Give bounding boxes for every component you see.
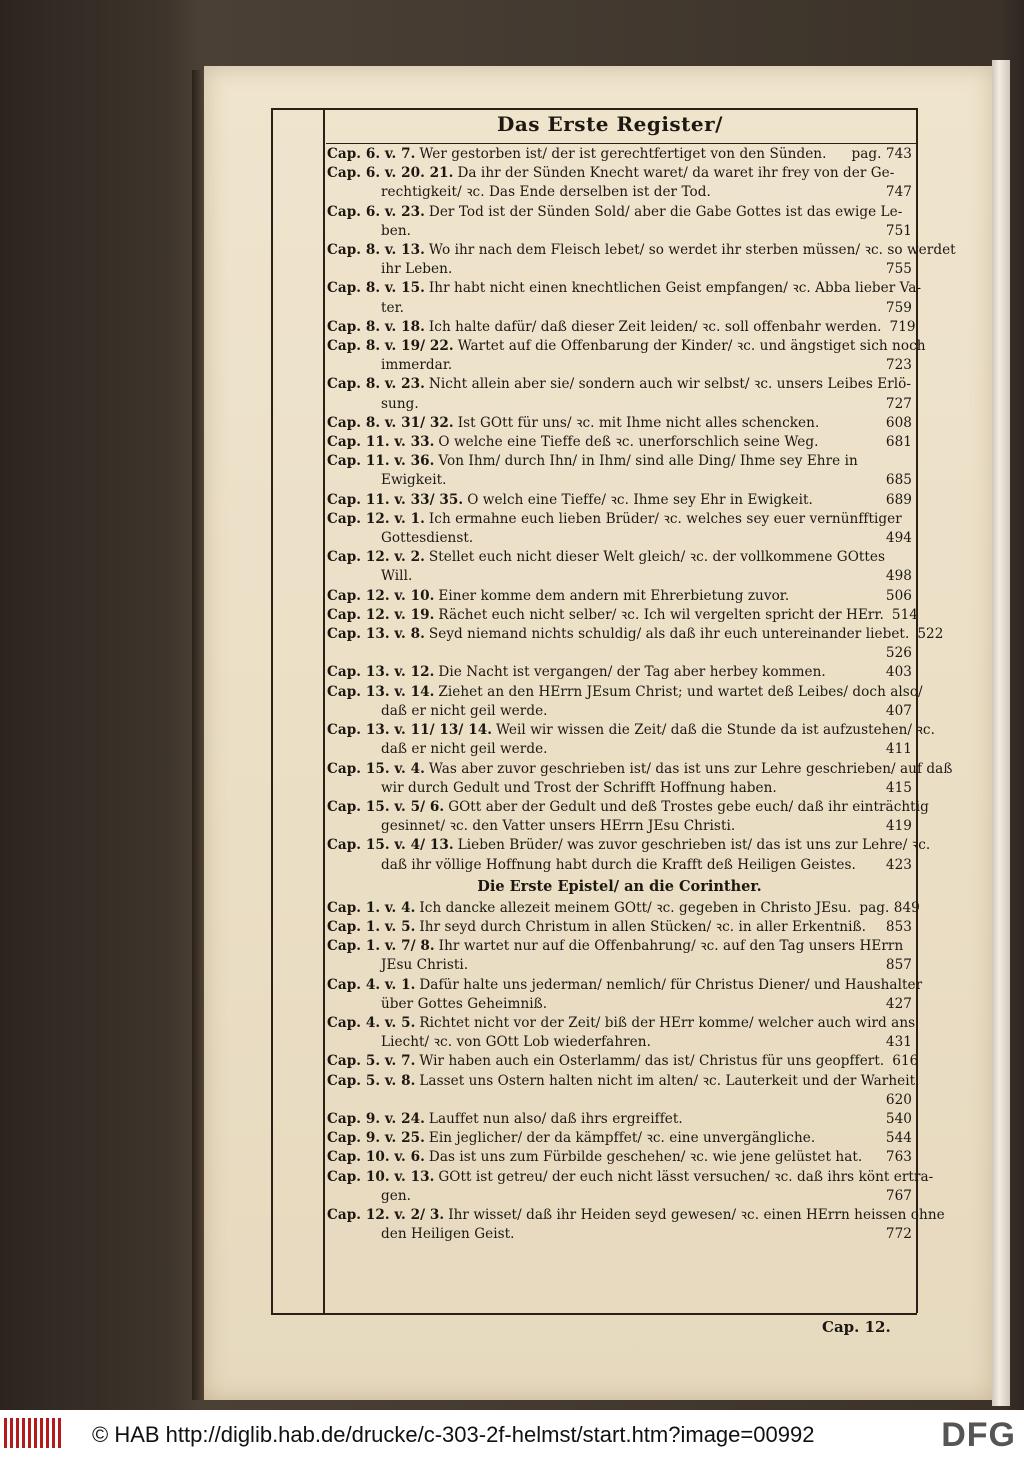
- entry-reference: Cap. 8. v. 23.: [327, 376, 425, 393]
- entry-line: [327, 1014, 916, 1033]
- entry-continuation-line: [327, 299, 912, 318]
- entry-text: Wer gestorben ist/ der ist gerechtfertiget von den Sünden.: [419, 146, 827, 162]
- entry-text: Weil wir wissen die Zeit/ daß die Stunde da ist aufzustehen/ ꝛc.: [496, 722, 935, 739]
- entry-continuation: ihr Leben.: [381, 261, 453, 278]
- entry-line: [327, 683, 923, 702]
- register-entry: [327, 1206, 945, 1244]
- entry-page: 526: [885, 645, 912, 662]
- entry-line: [327, 241, 956, 260]
- entry-body: [327, 1052, 884, 1071]
- page-title: Das Erste Register/: [497, 112, 723, 136]
- register-entry: [327, 510, 912, 548]
- entry-text: Ihr habt nicht einen knechtlichen Geist empfangen/ ꝛc. Abba lieber Va-: [428, 280, 922, 297]
- entry-continuation: immerdar.: [381, 357, 453, 374]
- entry-line: [327, 976, 923, 995]
- entry-page: 419: [885, 818, 912, 835]
- entry-reference: Cap. 11. v. 33/ 35.: [327, 491, 464, 508]
- register-entry: [327, 452, 912, 490]
- entry-reference: Cap. 12. v. 2/ 3.: [327, 1206, 445, 1223]
- entry-body: [327, 548, 885, 567]
- register-entry: [327, 164, 912, 202]
- entry-reference: Cap. 8. v. 31/ 32.: [327, 414, 454, 431]
- register-entry: [327, 683, 923, 721]
- entry-body: [327, 836, 930, 855]
- entry-text: Ich halte dafür/ daß dieser Zeit leiden/ ꝛc. soll offenbahr werden.: [428, 318, 882, 335]
- register-entry: [327, 798, 929, 836]
- entry-body: [327, 164, 894, 183]
- entry-reference: Cap. 6. v. 20. 21.: [327, 165, 454, 182]
- entry-text: Ihr wisset/ daß ihr Heiden seyd gewesen/ ꝛc. einen HErrn heissen ohne: [448, 1206, 945, 1223]
- hab-logo-icon: [4, 1418, 61, 1448]
- entry-text: Das ist uns zum Fürbilde geschehen/ ꝛc. wie jene gelüstet hat.: [428, 1149, 863, 1166]
- entry-continuation-line: [327, 740, 912, 759]
- entry-page: 751: [885, 222, 912, 239]
- entry-body: [327, 337, 926, 356]
- entry-continuation: daß ihr völlige Hoffnung habt durch die Krafft deß Heiligen Geistes.: [381, 856, 856, 873]
- entry-text: Seyd niemand nichts schuldig/ als daß ihr euch untereinander liebet.: [428, 626, 910, 643]
- entry-page: 853: [885, 918, 912, 935]
- entry-page: 616: [892, 1053, 919, 1070]
- register-entry: [327, 433, 912, 452]
- entry-continuation-line: [327, 995, 912, 1014]
- register-entry: [327, 491, 912, 510]
- entry-reference: Cap. 11. v. 33.: [327, 434, 435, 451]
- entry-continuation-line: [327, 856, 912, 875]
- entry-text: Rächet euch nicht selber/ ꝛc. Ich wil vergelten spricht der HErr.: [438, 606, 884, 623]
- entry-continuation-line: [327, 956, 912, 975]
- entry-continuation: JEsu Christi.: [381, 957, 469, 974]
- frame-line-outer: [271, 108, 273, 1313]
- entry-line: [327, 1168, 934, 1187]
- entry-page: 681: [885, 434, 912, 451]
- entry-continuation: daß er nicht geil werde.: [381, 702, 548, 719]
- entry-reference: Cap. 8. v. 18.: [327, 318, 425, 335]
- entry-text: Dafür halte uns jederman/ nemlich/ für Christus Diener/ und Haushalter: [419, 976, 923, 993]
- register-entry: [327, 606, 919, 625]
- entry-reference: Cap. 8. v. 13.: [327, 242, 425, 259]
- entry-line: [327, 798, 929, 817]
- entry-page: pag. 849: [859, 899, 920, 916]
- entry-page: 411: [885, 741, 912, 758]
- entry-body: [327, 491, 813, 510]
- register-entry: [327, 279, 922, 317]
- register-entry: [327, 899, 920, 918]
- entry-continuation: Ewigkeit.: [381, 472, 447, 489]
- entry-reference: Cap. 5. v. 7.: [327, 1053, 416, 1070]
- register-entry: [327, 1168, 934, 1206]
- entry-body: [327, 683, 923, 702]
- entry-page: 689: [885, 491, 912, 508]
- entry-line: [327, 1110, 912, 1129]
- entry-continuation-line: [327, 222, 912, 241]
- entry-text: Richtet nicht vor der Zeit/ biß der HErr komme/ welcher auch wird ans: [419, 1014, 916, 1031]
- entry-continuation: daß er nicht geil werde.: [381, 741, 548, 758]
- entry-body: [327, 279, 921, 298]
- source-url[interactable]: © HAB http://diglib.hab.de/drucke/c-303-2f-helmst/start.htm?image=00992: [92, 1422, 815, 1447]
- entry-line: [327, 510, 912, 529]
- entry-page: 763: [885, 1149, 912, 1166]
- entry-continuation: Will.: [381, 568, 413, 585]
- entry-page: 747: [885, 184, 912, 201]
- header-rule: [326, 143, 917, 144]
- entry-continuation-line: [327, 1225, 912, 1244]
- entry-page: 759: [885, 299, 912, 316]
- entry-text: Ziehet an den HErrn JEsum Christ; und wartet deß Leibes/ doch also/: [438, 683, 923, 700]
- register-entry: [327, 721, 935, 759]
- entry-text: Was aber zuvor geschrieben ist/ das ist uns zur Lehre geschrieben/ auf daß: [428, 760, 953, 777]
- entry-body: [327, 452, 858, 471]
- entry-body: [327, 587, 789, 606]
- register-entry: [327, 918, 912, 937]
- entry-reference: Cap. 15. v. 4/ 13.: [327, 837, 454, 854]
- entry-continuation-line: [327, 471, 912, 490]
- entry-page: 423: [885, 856, 912, 873]
- entry-line: [327, 337, 926, 356]
- entry-reference: Cap. 9. v. 24.: [327, 1110, 425, 1127]
- entry-body: [327, 1072, 920, 1091]
- register-entry: [327, 587, 912, 606]
- entry-reference: Cap. 8. v. 19/ 22.: [327, 338, 454, 355]
- entry-page: 514: [891, 606, 919, 623]
- entry-reference: Cap. 13. v. 8.: [327, 626, 425, 643]
- entry-line: [327, 1072, 920, 1091]
- entry-body: [327, 937, 903, 956]
- entry-text: Ihr seyd durch Christum in allen Stücken/ ꝛc. in aller Erkentniß.: [419, 918, 866, 935]
- entry-continuation: rechtigkeit/ ꝛc. Das Ende derselben ist der Tod.: [381, 184, 711, 201]
- entry-body: [327, 510, 902, 529]
- entry-line: [327, 279, 922, 298]
- entry-text: Ist GOtt für uns/ ꝛc. mit Ihme nicht alles schencken.: [457, 414, 820, 431]
- entry-body: [327, 145, 826, 164]
- entry-body: [327, 606, 884, 625]
- register-entry: [327, 976, 923, 1014]
- entry-text: Stellet euch nicht dieser Welt gleich/ ꝛc. der vollkommene GOttes: [428, 549, 886, 566]
- entry-line: [327, 145, 912, 164]
- entry-line: [327, 1206, 945, 1225]
- entry-continuation: den Heiligen Geist.: [381, 1226, 515, 1243]
- entry-reference: Cap. 8. v. 15.: [327, 280, 425, 297]
- entry-continuation-line: [327, 183, 912, 202]
- entry-body: [327, 798, 929, 817]
- frame-line-inner: [323, 108, 325, 1313]
- entry-text: Einer komme dem andern mit Ehrerbietung zuvor.: [438, 587, 790, 604]
- register-entry: [327, 1014, 916, 1052]
- register-entry: [327, 1129, 912, 1148]
- entry-page: 727: [885, 395, 912, 412]
- entry-page: 506: [885, 587, 912, 604]
- entry-continuation-line: [327, 1033, 912, 1052]
- entry-text: Ich dancke allezeit meinem GOtt/ ꝛc. gegeben in Christo JEsu.: [419, 899, 852, 916]
- entry-continuation: sung.: [381, 395, 419, 412]
- entry-page: 494: [885, 530, 912, 547]
- entry-text: GOtt aber der Gedult und deß Trostes gebe euch/ daß ihr einträchtig: [448, 798, 929, 815]
- entry-reference: Cap. 13. v. 12.: [327, 664, 435, 681]
- entry-line: [327, 375, 912, 394]
- entry-continuation-line: [327, 1187, 912, 1206]
- register-entry: [327, 1148, 912, 1167]
- entry-page: 608: [885, 414, 912, 431]
- entry-text: GOtt ist getreu/ der euch nicht lässt versuchen/ ꝛc. daß ihrs könt ertra-: [438, 1168, 934, 1185]
- entry-body: [327, 1168, 933, 1187]
- entry-line: [327, 548, 912, 567]
- entry-text: Da ihr der Sünden Knecht waret/ da waret ihr frey von der Ge-: [457, 165, 895, 182]
- entry-reference: Cap. 10. v. 6.: [327, 1149, 425, 1166]
- register-entry: [327, 318, 916, 337]
- entry-line: [327, 918, 912, 937]
- entry-line: [327, 1148, 912, 1167]
- entry-text: Die Nacht ist vergangen/ der Tag aber herbey kommen.: [438, 664, 826, 681]
- entry-line: [327, 625, 944, 644]
- register-entry: [327, 937, 912, 975]
- catchword: Cap. 12.: [822, 1318, 891, 1336]
- register-entry: [327, 1072, 920, 1110]
- entry-body: [327, 663, 826, 682]
- register-entry: [327, 836, 931, 874]
- entry-continuation: Gottesdienst.: [381, 530, 474, 547]
- entry-reference: Cap. 15. v. 5/ 6.: [327, 798, 445, 815]
- entry-continuation: über Gottes Geheimniß.: [381, 995, 548, 1012]
- entry-continuation: ben.: [381, 222, 412, 239]
- entry-body: [327, 1110, 683, 1129]
- entry-reference: Cap. 4. v. 1.: [327, 976, 416, 993]
- register-entry: [327, 1052, 919, 1071]
- entry-text: Ihr wartet nur auf die Offenbahrung/ ꝛc. auf den Tag unsers HErrn: [438, 938, 904, 955]
- entry-reference: Cap. 13. v. 11/ 13/ 14.: [327, 722, 493, 739]
- entry-text: Wir haben auch ein Osterlamm/ das ist/ Christus für uns geopffert.: [419, 1053, 885, 1070]
- entry-text: Lasset uns Ostern halten nicht im alten/ ꝛc. Lauterkeit und der Warheit.: [419, 1072, 920, 1089]
- entry-body: [327, 1014, 915, 1033]
- entry-line: [327, 491, 912, 510]
- entry-body: [327, 203, 902, 222]
- entry-reference: Cap. 5. v. 8.: [327, 1072, 416, 1089]
- register-entry: [327, 145, 912, 164]
- entry-continuation-line: [327, 356, 912, 375]
- entry-body: [327, 318, 882, 337]
- entry-continuation-line: [327, 702, 912, 721]
- entry-page: 403: [885, 664, 912, 681]
- entry-reference: Cap. 13. v. 14.: [327, 683, 435, 700]
- entry-body: [327, 241, 956, 260]
- register-entry: [327, 625, 944, 663]
- entry-line: [327, 1129, 912, 1148]
- entry-reference: Cap. 1. v. 4.: [327, 899, 416, 916]
- entry-continuation-line: [327, 779, 912, 798]
- register-entry: [327, 414, 912, 433]
- entry-text: O welche eine Tieffe deß ꝛc. unerforschlich seine Weg.: [438, 434, 819, 451]
- entry-text: Der Tod ist der Sünden Sold/ aber die Gabe Gottes ist das ewige Le-: [428, 203, 903, 220]
- entry-continuation: gesinnet/ ꝛc. den Vatter unsers HErrn JEsu Christi.: [381, 818, 736, 835]
- entry-reference: Cap. 10. v. 13.: [327, 1168, 435, 1185]
- entry-page: 427: [885, 995, 912, 1012]
- entry-reference: Cap. 4. v. 5.: [327, 1014, 416, 1031]
- section-heading: Die Erste Epistel/ an die Corinther.: [477, 877, 762, 895]
- entry-line: [327, 318, 916, 337]
- entry-line: [327, 721, 935, 740]
- entry-reference: Cap. 12. v. 10.: [327, 587, 435, 604]
- entry-reference: Cap. 9. v. 25.: [327, 1130, 425, 1147]
- entry-line: [327, 760, 953, 779]
- entry-continuation-line: [327, 567, 912, 586]
- entry-line: [327, 937, 912, 956]
- entry-line: [327, 899, 920, 918]
- entry-continuation: ter.: [381, 299, 405, 316]
- entry-text: Von Ihm/ durch Ihn/ in Ihm/ sind alle Ding/ Ihme sey Ehre in: [438, 453, 858, 470]
- entry-continuation-line: [327, 817, 912, 836]
- entry-page: 431: [885, 1034, 912, 1051]
- entry-page: 540: [885, 1110, 912, 1127]
- entry-body: [327, 414, 819, 433]
- entry-text: O welch eine Tieffe/ ꝛc. Ihme sey Ehr in Ewigkeit.: [467, 491, 813, 508]
- register-entry: [327, 375, 912, 413]
- dfg-logo: DFG: [941, 1416, 1016, 1454]
- entry-line: [327, 203, 912, 222]
- register-entry: [327, 548, 912, 586]
- footer-bar: [0, 1410, 1024, 1458]
- entry-page: 685: [885, 472, 912, 489]
- entry-page: 857: [885, 957, 912, 974]
- entry-line: [327, 452, 912, 471]
- entry-line: [327, 836, 931, 855]
- entry-continuation: gen.: [381, 1187, 412, 1204]
- entry-continuation-line: [327, 1091, 912, 1110]
- entry-text: Nicht allein aber sie/ sondern auch wir selbst/ ꝛc. unsers Leibes Erlö-: [428, 376, 912, 393]
- entry-body: [327, 760, 952, 779]
- entry-line: [327, 164, 912, 183]
- register-entries: [327, 145, 956, 1244]
- entry-page: 772: [885, 1226, 912, 1243]
- entry-line: [327, 587, 912, 606]
- entry-text: Wo ihr nach dem Fleisch lebet/ so werdet ihr sterben müssen/ ꝛc. so werdet: [428, 242, 956, 259]
- entry-line: [327, 414, 912, 433]
- register-entry: [327, 203, 912, 241]
- entry-reference: Cap. 6. v. 23.: [327, 203, 425, 220]
- entry-page: pag. 743: [851, 146, 912, 162]
- entry-page: 522: [917, 626, 944, 643]
- register-entry: [327, 1110, 912, 1129]
- entry-line: [327, 433, 912, 452]
- entry-text: Wartet auf die Offenbarung der Kinder/ ꝛc. und ängstiget sich noch: [457, 338, 926, 355]
- entry-body: [327, 1129, 815, 1148]
- entry-text: Lauffet nun also/ daß ihrs ergreiffet.: [428, 1110, 683, 1127]
- entry-text: Ich ermahne euch lieben Brüder/ ꝛc. welches sey euer vernünfftiger: [428, 510, 902, 527]
- entry-page: 723: [885, 357, 912, 374]
- entry-page: 767: [885, 1187, 912, 1204]
- entry-body: [327, 1206, 945, 1225]
- entry-body: [327, 899, 851, 918]
- entry-body: [327, 625, 909, 644]
- entry-line: [327, 663, 912, 682]
- entry-page: 407: [885, 702, 912, 719]
- register-entry: [327, 337, 926, 375]
- register-entry: [327, 241, 956, 279]
- register-entry: [327, 663, 912, 682]
- entry-continuation: Liecht/ ꝛc. von GOtt Lob wiederfahren.: [381, 1034, 651, 1051]
- register-entry: [327, 760, 953, 798]
- entry-body: [327, 375, 911, 394]
- entry-continuation: wir durch Gedult und Trost der Schrifft Hoffnung haben.: [381, 779, 777, 796]
- entry-body: [327, 1148, 862, 1167]
- entry-text: Lieben Brüder/ was zuvor geschrieben ist/ das ist uns zur Lehre/ ꝛc.: [457, 837, 931, 854]
- entry-reference: Cap. 6. v. 7.: [327, 146, 416, 162]
- entry-page: 415: [885, 779, 912, 796]
- entry-reference: Cap. 1. v. 7/ 8.: [327, 938, 435, 955]
- entry-line: [327, 606, 919, 625]
- entry-continuation-line: [327, 529, 912, 548]
- entry-body: [327, 721, 935, 740]
- entry-page: 498: [885, 568, 912, 585]
- entry-line: [327, 1052, 919, 1071]
- entry-reference: Cap. 12. v. 19.: [327, 606, 435, 623]
- entry-reference: Cap. 12. v. 1.: [327, 510, 425, 527]
- entry-body: [327, 433, 818, 452]
- entry-text: Ein jeglicher/ der da kämpffet/ ꝛc. eine unvergängliche.: [428, 1130, 816, 1147]
- entry-continuation-line: [327, 644, 912, 663]
- entry-page: 719: [889, 318, 916, 335]
- entry-reference: Cap. 15. v. 4.: [327, 760, 425, 777]
- entry-page: 755: [885, 261, 912, 278]
- entry-reference: Cap. 1. v. 5.: [327, 918, 416, 935]
- entry-body: [327, 976, 922, 995]
- page-edge: [992, 60, 1010, 1406]
- entry-reference: Cap. 11. v. 36.: [327, 453, 435, 470]
- entry-page: 620: [885, 1091, 912, 1108]
- entry-body: [327, 918, 866, 937]
- entry-continuation-line: [327, 260, 912, 279]
- entry-reference: Cap. 12. v. 2.: [327, 549, 425, 566]
- entry-page: 544: [885, 1130, 912, 1147]
- entry-continuation-line: [327, 395, 912, 414]
